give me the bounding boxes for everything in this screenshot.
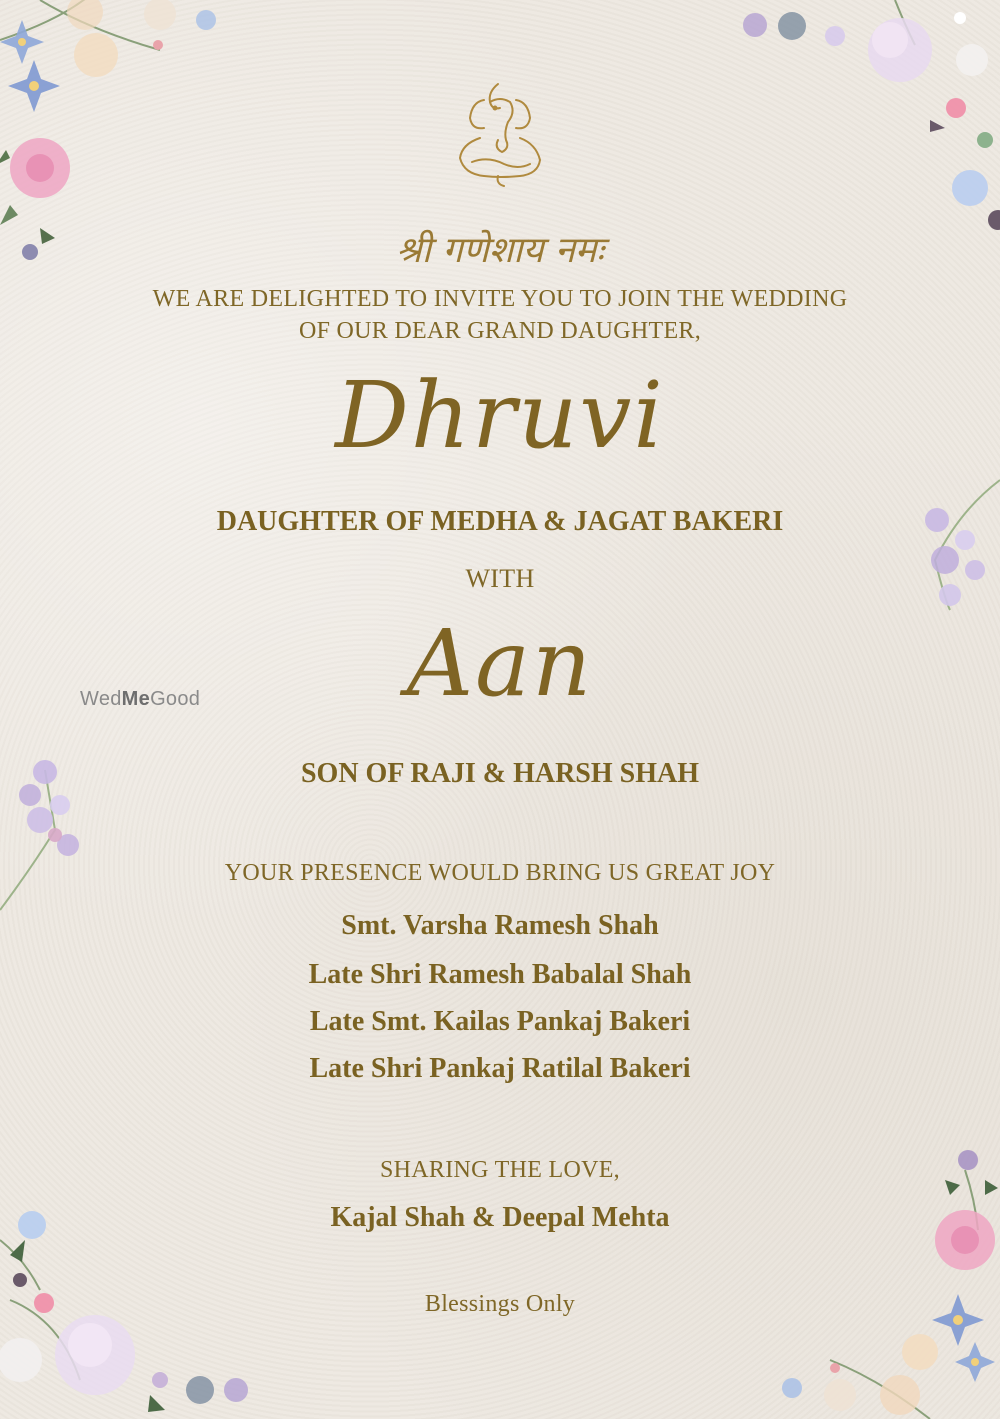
- groom-name: Aan: [406, 610, 594, 717]
- watermark-part-3: Good: [150, 688, 201, 710]
- ganesha-icon: [380, 78, 620, 188]
- blue-flower-2: [8, 60, 60, 112]
- top-left-florals: [0, 0, 216, 260]
- watermark-part-1: Wed: [80, 688, 122, 710]
- intro-line-2: OF OUR DEAR GRAND DAUGHTER,: [298, 318, 702, 344]
- presence-heading: YOUR PRESENCE WOULD BRING US GREAT JOY: [224, 860, 776, 886]
- family-name-1: Smt. Varsha Ramesh Shah: [341, 910, 659, 941]
- top-right-florals: [743, 0, 1000, 230]
- intro-line-1: WE ARE DELIGHTED TO INVITE YOU TO JOIN THE WEDDING: [152, 286, 848, 312]
- watermark-logo: [80, 688, 200, 711]
- bride-parents: DAUGHTER OF MEDHA & JAGAT BAKERI: [216, 506, 784, 537]
- invocation-text: श्री गणेशाय नमः: [396, 230, 604, 271]
- watermark-part-2: Me: [121, 688, 151, 710]
- blue-flower-4: [955, 1342, 995, 1382]
- groom-parents: SON OF RAJI & HARSH SHAH: [300, 758, 699, 789]
- sharing-names: Kajal Shah & Deepal Mehta: [330, 1202, 670, 1233]
- family-name-3: Late Smt. Kailas Pankaj Bakeri: [309, 1006, 691, 1037]
- joiner-text: WITH: [465, 564, 535, 593]
- bride-name: Dhruvi: [335, 362, 665, 469]
- family-name-2: Late Shri Ramesh Babalal Shah: [308, 959, 692, 990]
- family-name-4: Late Shri Pankaj Ratilal Bakeri: [309, 1053, 691, 1084]
- bottom-right-florals: [782, 1150, 998, 1419]
- footer-blessings: Blessings Only: [424, 1291, 576, 1317]
- sharing-heading: SHARING THE LOVE,: [380, 1157, 620, 1183]
